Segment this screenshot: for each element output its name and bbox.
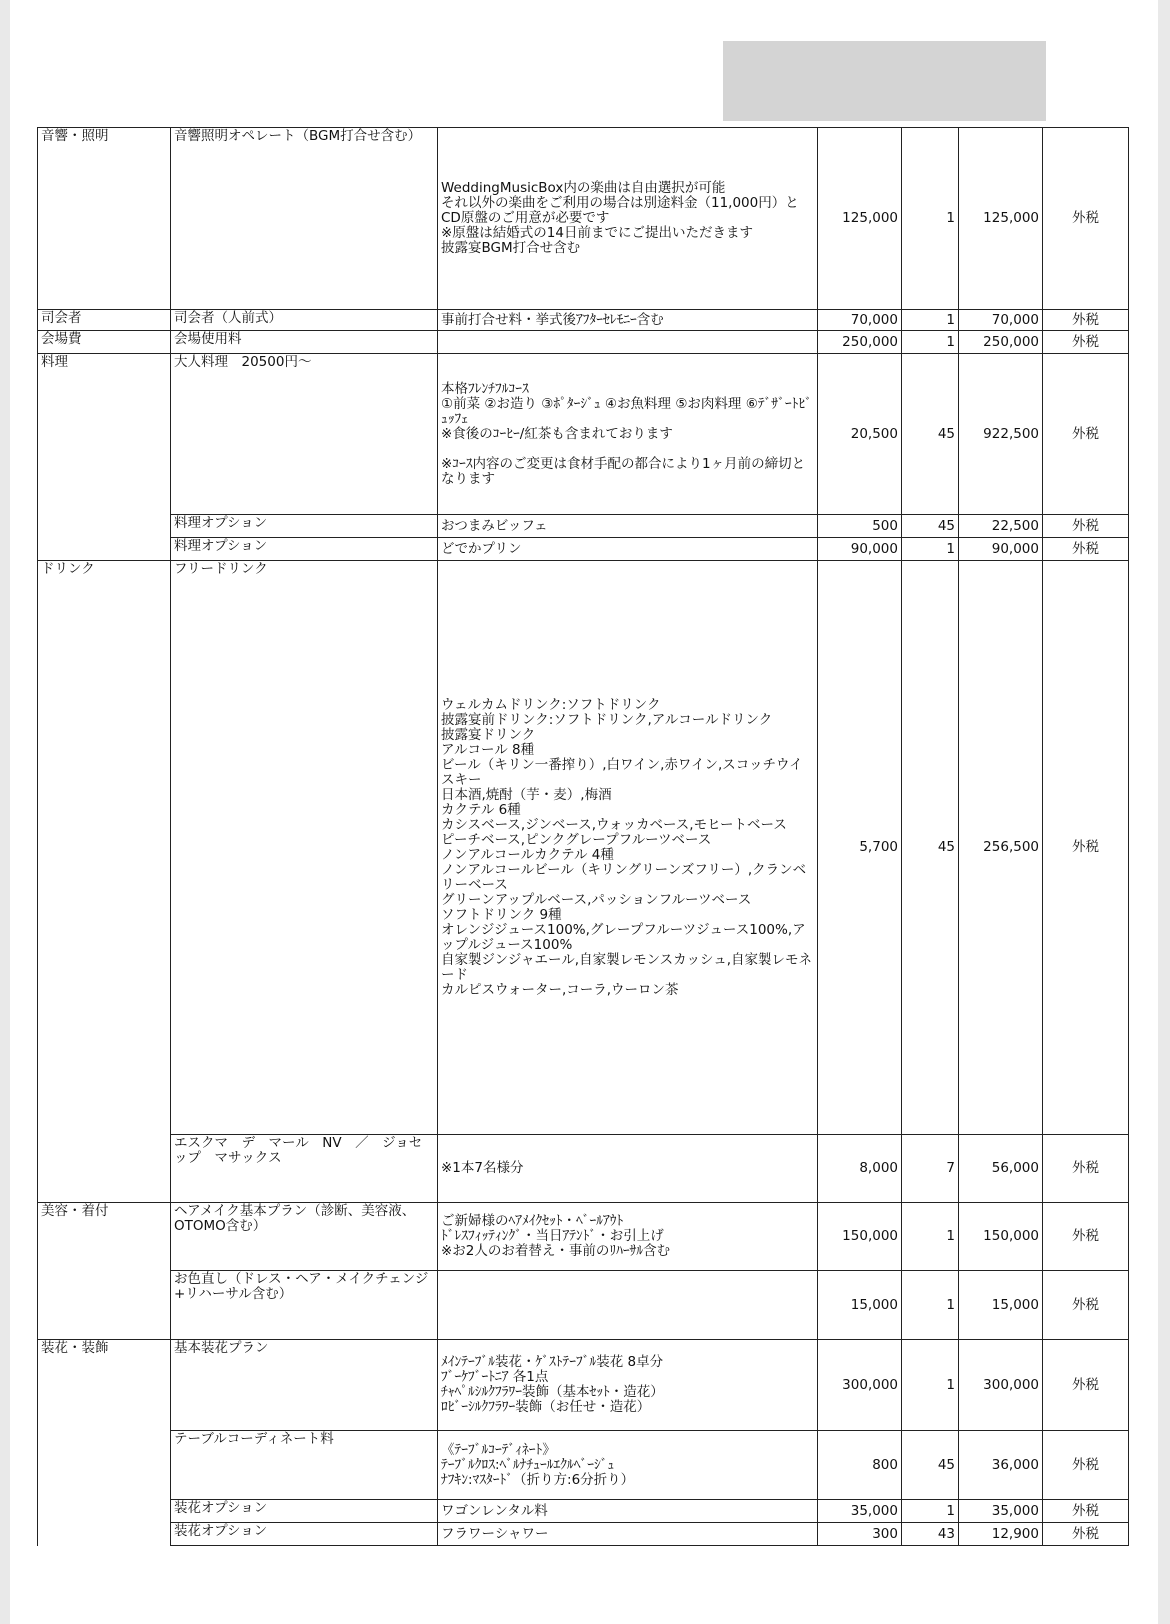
quantity-cell: 1 [902, 1340, 959, 1431]
unit-price-cell: 20,500 [818, 354, 902, 515]
unit-price-cell: 8,000 [818, 1135, 902, 1203]
unit-price-cell: 35,000 [818, 1500, 902, 1523]
amount-cell: 922,500 [959, 354, 1043, 515]
description-cell: 《ﾃｰﾌﾞﾙｺｰﾃﾞｨﾈｰﾄ》 ﾃｰﾌﾞﾙｸﾛｽ:ﾍﾞﾙﾅﾁｭｰﾙｴｸﾙﾍﾞｰｼﾞｭ ﾅﾌｷﾝ:ﾏｽﾀｰﾄﾞ（折り方:6分折り） [438, 1431, 818, 1500]
amount-cell: 70,000 [959, 310, 1043, 331]
item-cell: 司会者（人前式） [171, 310, 438, 331]
category-cell: 音響・照明 [38, 128, 171, 310]
amount-cell: 22,500 [959, 515, 1043, 538]
quantity-cell: 1 [902, 1271, 959, 1340]
category-cell: 司会者 [38, 310, 171, 331]
category-cell [38, 515, 171, 538]
table-row [38, 354, 1129, 515]
description-cell: ワゴンレンタル料 [438, 1500, 818, 1523]
unit-price-cell: 800 [818, 1431, 902, 1500]
description-cell [438, 1271, 818, 1340]
category-cell [38, 1523, 171, 1546]
quantity-cell: 45 [902, 354, 959, 515]
table-row [38, 515, 1129, 538]
tax-cell: 外税 [1043, 331, 1129, 354]
description-cell: ウェルカムドリンク:ソフトドリンク 披露宴前ドリンク:ソフトドリンク,アルコールドリンク 披露宴ドリンク アルコール 8種 ビール（キリン一番搾り）,白ワイン,赤ワイン,スコッチウイスキー 日本酒,焼酎（芋・麦）,梅酒 カクテル 6種 カシスベース,ジンベース,ウォッカベース,モヒートベース ピーチベース,ピンクグレープフルーツベース ノンアルコールカクテル 4種 ノンアルコールビール（キリングリーンズフリー）,クランベリーベース グリーンアップルベース,パッションフルーツベース ソフトドリンク 9種 オレンジジュース100%,グレープフルーツジュース100%,アップルジュース100% 自家製ジンジャエール,自家製レモンスカッシュ,自家製レモネード カルピスウォーター,コーラ,ウーロン茶 [438, 561, 818, 1135]
amount-cell: 256,500 [959, 561, 1043, 1135]
description-cell [438, 331, 818, 354]
amount-cell: 12,900 [959, 1523, 1043, 1546]
unit-price-cell: 250,000 [818, 331, 902, 354]
table-row [38, 1523, 1129, 1546]
tax-cell: 外税 [1043, 354, 1129, 515]
item-cell: エスクマ デ マール NV ／ ジョセップ マサックス [171, 1135, 438, 1203]
tax-cell: 外税 [1043, 1431, 1129, 1500]
tax-cell: 外税 [1043, 1203, 1129, 1271]
category-cell: 会場費 [38, 331, 171, 354]
unit-price-cell: 5,700 [818, 561, 902, 1135]
amount-cell: 150,000 [959, 1203, 1043, 1271]
item-cell: 大人料理 20500円～ [171, 354, 438, 515]
category-cell: 美容・着付 [38, 1203, 171, 1271]
unit-price-cell: 500 [818, 515, 902, 538]
unit-price-cell: 70,000 [818, 310, 902, 331]
table-row [38, 561, 1129, 1135]
table-row [38, 1431, 1129, 1500]
quantity-cell: 45 [902, 561, 959, 1135]
category-cell [38, 1500, 171, 1523]
tax-cell: 外税 [1043, 310, 1129, 331]
description-cell: WeddingMusicBox内の楽曲は自由選択が可能 それ以外の楽曲をご利用の場合は別途料金（11,000円）と CD原盤のご用意が必要です ※原盤は結婚式の14日前までにご提出いただきます 披露宴BGM打合せ含む [438, 128, 818, 310]
table-row [38, 1340, 1129, 1431]
item-cell: 会場使用料 [171, 331, 438, 354]
redacted-area [723, 41, 1046, 121]
unit-price-cell: 300 [818, 1523, 902, 1546]
category-cell: ドリンク [38, 561, 171, 1135]
table-row [38, 331, 1129, 354]
tax-cell: 外税 [1043, 538, 1129, 561]
unit-price-cell: 15,000 [818, 1271, 902, 1340]
category-cell [38, 1271, 171, 1340]
quantity-cell: 1 [902, 128, 959, 310]
quantity-cell: 1 [902, 310, 959, 331]
table-row [38, 1135, 1129, 1203]
item-cell: 装花オプション [171, 1523, 438, 1546]
item-cell: フリードリンク [171, 561, 438, 1135]
item-cell: 音響照明オペレート（BGM打合せ含む） [171, 128, 438, 310]
tax-cell: 外税 [1043, 1523, 1129, 1546]
amount-cell: 15,000 [959, 1271, 1043, 1340]
unit-price-cell: 90,000 [818, 538, 902, 561]
item-cell: 装花オプション [171, 1500, 438, 1523]
category-cell [38, 538, 171, 561]
table-row [38, 1271, 1129, 1340]
item-cell: ヘアメイク基本プラン（診断、美容液、OTOMO含む） [171, 1203, 438, 1271]
description-cell: ﾒｲﾝﾃｰﾌﾞﾙ装花・ｹﾞｽﾄﾃｰﾌﾞﾙ装花 8卓分 ﾌﾞｰｹﾌﾞｰﾄﾆｱ 各1点 ﾁｬﾍﾟﾙｼﾙｸﾌﾗﾜｰ装飾（基本ｾｯﾄ・造花） ﾛﾋﾞｰｼﾙｸﾌﾗﾜｰ装飾（お任せ・造花） [438, 1340, 818, 1431]
quantity-cell: 1 [902, 1500, 959, 1523]
quantity-cell: 1 [902, 331, 959, 354]
tax-cell: 外税 [1043, 1271, 1129, 1340]
quantity-cell: 45 [902, 1431, 959, 1500]
quantity-cell: 43 [902, 1523, 959, 1546]
item-cell: 料理オプション [171, 538, 438, 561]
amount-cell: 35,000 [959, 1500, 1043, 1523]
estimate-table [37, 127, 1129, 1546]
table-row [38, 310, 1129, 331]
description-cell: 本格ﾌﾚﾝﾁﾌﾙｺｰｽ ①前菜 ②お造り ③ﾎﾟﾀｰｼﾞｭ ④お魚料理 ⑤お肉料理 ⑥ﾃﾞｻﾞｰﾄﾋﾞｭｯﾌｪ ※食後のｺｰﾋｰ/紅茶も含まれております ※ｺｰｽ内容のご変更は食材手配の都合により1ヶ月前の締切となります [438, 354, 818, 515]
amount-cell: 250,000 [959, 331, 1043, 354]
description-cell: ※1本7名様分 [438, 1135, 818, 1203]
amount-cell: 125,000 [959, 128, 1043, 310]
tax-cell: 外税 [1043, 1135, 1129, 1203]
quantity-cell: 45 [902, 515, 959, 538]
quantity-cell: 7 [902, 1135, 959, 1203]
amount-cell: 300,000 [959, 1340, 1043, 1431]
category-cell [38, 1431, 171, 1500]
category-cell [38, 1135, 171, 1203]
table-row [38, 128, 1129, 310]
description-cell: ご新婦様のﾍｱﾒｲｸｾｯﾄ・ﾍﾞｰﾙｱｳﾄ ﾄﾞﾚｽﾌｨｯﾃｨﾝｸﾞ・当日ｱﾃﾝﾄﾞ・お引上げ ※お2人のお着替え・事前のﾘﾊｰｻﾙ含む [438, 1203, 818, 1271]
amount-cell: 90,000 [959, 538, 1043, 561]
tax-cell: 外税 [1043, 515, 1129, 538]
unit-price-cell: 150,000 [818, 1203, 902, 1271]
table-row [38, 1203, 1129, 1271]
item-cell: 料理オプション [171, 515, 438, 538]
item-cell: お色直し（ドレス・ヘア・メイクチェンジ+リハーサル含む） [171, 1271, 438, 1340]
amount-cell: 36,000 [959, 1431, 1043, 1500]
description-cell: 事前打合せ料・挙式後ｱﾌﾀｰｾﾚﾓﾆｰ含む [438, 310, 818, 331]
tax-cell: 外税 [1043, 561, 1129, 1135]
unit-price-cell: 300,000 [818, 1340, 902, 1431]
category-cell: 装花・装飾 [38, 1340, 171, 1431]
table-row [38, 1500, 1129, 1523]
quantity-cell: 1 [902, 538, 959, 561]
category-cell: 料理 [38, 354, 171, 515]
unit-price-cell: 125,000 [818, 128, 902, 310]
quantity-cell: 1 [902, 1203, 959, 1271]
tax-cell: 外税 [1043, 1500, 1129, 1523]
table-row [38, 538, 1129, 561]
description-cell: フラワーシャワー [438, 1523, 818, 1546]
item-cell: 基本装花プラン [171, 1340, 438, 1431]
description-cell: おつまみビッフェ [438, 515, 818, 538]
tax-cell: 外税 [1043, 128, 1129, 310]
amount-cell: 56,000 [959, 1135, 1043, 1203]
description-cell: どでかプリン [438, 538, 818, 561]
item-cell: テーブルコーディネート料 [171, 1431, 438, 1500]
document-page [10, 0, 1158, 1624]
tax-cell: 外税 [1043, 1340, 1129, 1431]
